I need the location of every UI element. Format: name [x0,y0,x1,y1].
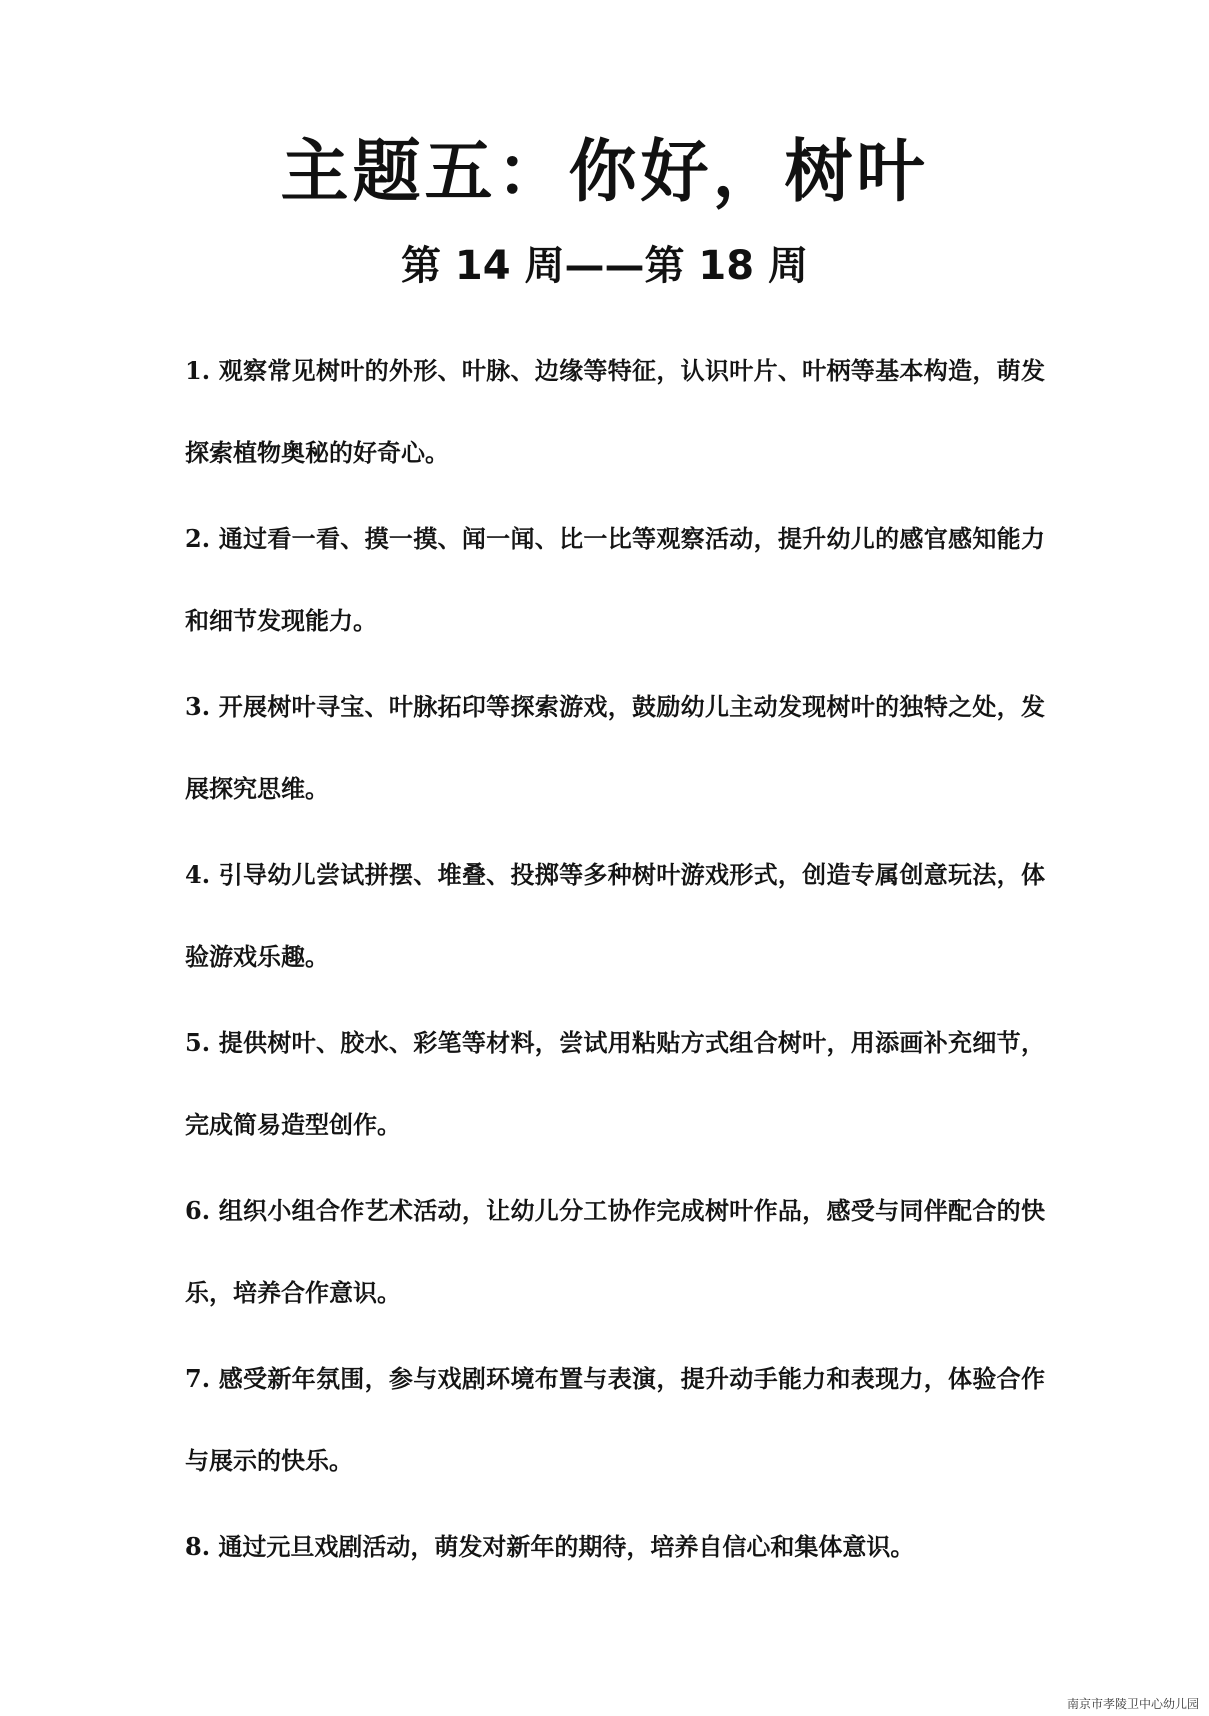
objective-item: 8. 通过元旦戏剧活动，萌发对新年的期待，培养自信心和集体意识。 [185,1532,915,1561]
objectives-list [185,330,1045,1592]
objective-item: 4. 引导幼儿尝试拼摆、堆叠、投掷等多种树叶游戏形式，创造专属创意玩法，体验游戏乐趣。 [185,860,1045,971]
footer-credit: 南京市孝陵卫中心幼儿园 [1066,1697,1199,1711]
page-title: 主题五：你好，树叶 [280,133,929,212]
objective-item: 3. 开展树叶寻宝、叶脉拓印等探索游戏，鼓励幼儿主动发现树叶的独特之处，发展探究思维。 [185,692,1045,803]
objective-item: 6. 组织小组合作艺术活动，让幼儿分工协作完成树叶作品，感受与同伴配合的快乐，培养合作意识。 [185,1196,1045,1307]
objective-item: 5. 提供树叶、胶水、彩笔等材料，尝试用粘贴方式组合树叶，用添画补充细节，完成简易造型创作。 [185,1028,1045,1139]
objective-item: 1. 观察常见树叶的外形、叶脉、边缘等特征，认识叶片、叶柄等基本构造，萌发探索植物奥秘的好奇心。 [185,356,1045,467]
objective-item: 2. 通过看一看、摸一摸、闻一闻、比一比等观察活动，提升幼儿的感官感知能力和细节发现能力。 [185,524,1045,635]
objective-item: 7. 感受新年氛围，参与戏剧环境布置与表演，提升动手能力和表现力，体验合作与展示的快乐。 [185,1364,1045,1475]
week-range-subtitle: 第 14 周——第 18 周 [400,243,809,289]
